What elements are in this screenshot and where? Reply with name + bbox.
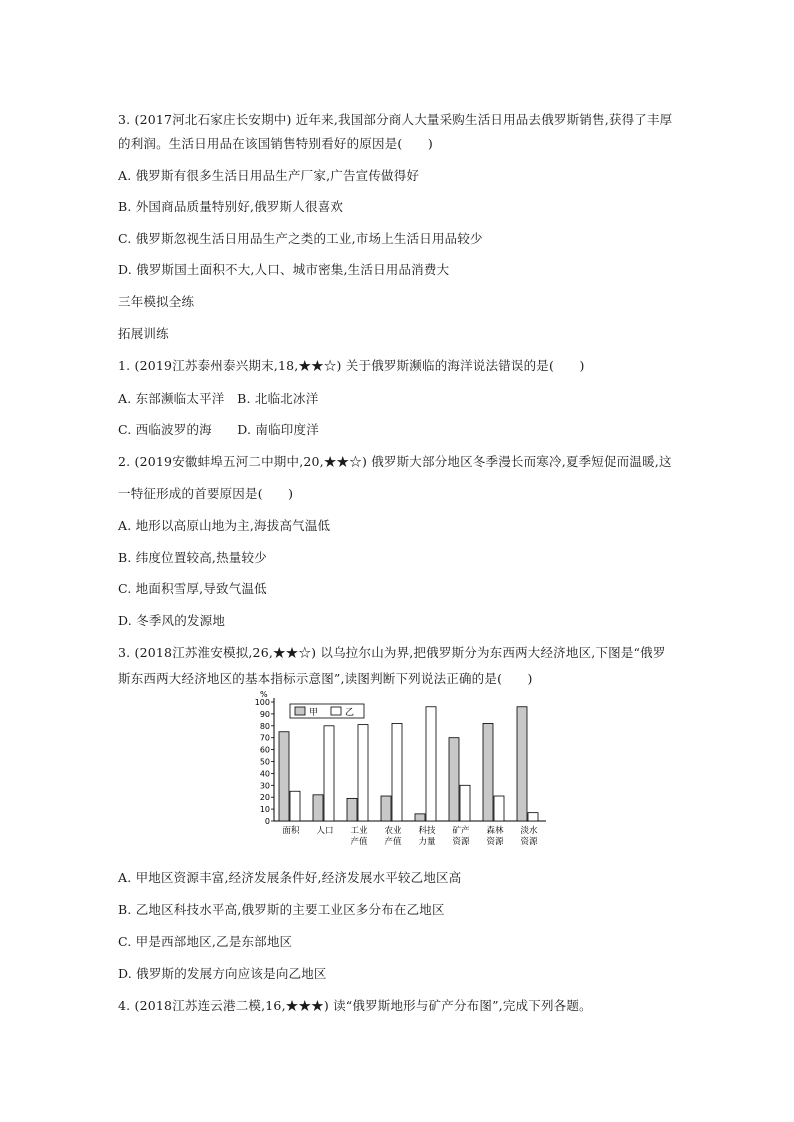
bar-乙-7 xyxy=(528,813,538,821)
category-label: 淡水 xyxy=(520,826,538,836)
text-line: 三年模拟全练 xyxy=(118,294,195,309)
text-line: A. 东部濒临太平洋 B. 北临北冰洋 xyxy=(118,391,319,406)
text-line: B. 乙地区科技水平高,俄罗斯的主要工业区多分布在乙地区 xyxy=(118,902,445,917)
y-tick-label: 90 xyxy=(259,709,270,719)
y-tick-label: 20 xyxy=(259,793,270,803)
text-line: C. 甲是西部地区,乙是东部地区 xyxy=(118,934,293,949)
text-line: B. 外国商品质量特别好,俄罗斯人很喜欢 xyxy=(118,199,344,214)
text-line: 拓展训练 xyxy=(118,326,169,341)
category-label: 农业 xyxy=(384,826,402,836)
category-label: 力量 xyxy=(418,837,436,847)
text-line: D. 俄罗斯的发展方向应该是向乙地区 xyxy=(118,966,327,981)
category-label: 森林 xyxy=(486,826,504,836)
category-label: 工业 xyxy=(350,826,368,836)
legend-swatch xyxy=(295,707,305,715)
text-line: 2. (2019安徽蚌埠五河二中期中,20,★★☆) 俄罗斯大部分地区冬季漫长而寒冷,夏季短促而温暖,这 xyxy=(118,454,672,469)
category-label: 产值 xyxy=(350,837,368,847)
text-line: D. 俄罗斯国土面积不大,人口、城市密集,生活日用品消费大 xyxy=(118,262,450,277)
y-tick-label: 30 xyxy=(259,781,270,791)
bar-甲-1 xyxy=(313,795,323,821)
category-label: 矿产 xyxy=(452,826,470,836)
bar-乙-0 xyxy=(290,791,300,821)
text-line: B. 纬度位置较高,热量较少 xyxy=(118,550,267,565)
y-tick-label: 70 xyxy=(259,733,270,743)
text-line: D. 冬季风的发源地 xyxy=(118,613,226,628)
bar-甲-3 xyxy=(381,796,391,821)
text-line: 的利润。生活日用品在该国销售特别看好的原因是( ) xyxy=(118,136,433,151)
text-line: C. 俄罗斯忽视生活日用品生产之类的工业,市场上生活日用品较少 xyxy=(118,231,483,246)
y-tick-label: 10 xyxy=(259,805,270,815)
text-line: 4. (2018江苏连云港二模,16,★★★) 读“俄罗斯地形与矿产分布图”,完成下列各题。 xyxy=(118,998,592,1013)
russia-economic-indicator-chart xyxy=(250,688,550,858)
text-line: A. 俄罗斯有很多生活日用品生产厂家,广告宣传做得好 xyxy=(118,168,420,183)
category-label: 资源 xyxy=(452,837,470,847)
text-line: C. 地面积雪厚,导致气温低 xyxy=(118,581,267,596)
category-label: 科技 xyxy=(418,826,436,836)
y-tick-label: 50 xyxy=(259,757,270,767)
category-label: 人口 xyxy=(316,826,334,836)
legend-label: 乙 xyxy=(345,708,355,718)
y-axis-label: % xyxy=(260,690,268,699)
category-label: 产值 xyxy=(384,837,402,847)
text-line: A. 甲地区资源丰富,经济发展条件好,经济发展水平较乙地区高 xyxy=(118,870,462,885)
bar-乙-4 xyxy=(426,707,436,821)
legend-swatch xyxy=(331,707,341,715)
bar-乙-1 xyxy=(324,726,334,821)
y-tick-label: 60 xyxy=(259,745,270,755)
text-line: 3. (2017河北石家庄长安期中) 近年来,我国部分商人大量采购生活日用品去俄罗斯销售,获得了丰厚 xyxy=(118,112,673,127)
text-line: 斯东西两大经济地区的基本指标示意图”,读图判断下列说法正确的是( ) xyxy=(118,671,533,686)
bar-chart xyxy=(250,688,550,858)
y-tick-label: 40 xyxy=(259,769,270,779)
y-tick-label: 0 xyxy=(264,817,270,826)
bar-乙-6 xyxy=(494,796,504,821)
bar-乙-2 xyxy=(358,725,368,821)
text-line: 3. (2018江苏淮安模拟,26,★★☆) 以乌拉尔山为界,把俄罗斯分为东西两大经济地区,下图是“俄罗 xyxy=(118,645,666,660)
category-label: 资源 xyxy=(486,837,504,847)
bar-甲-7 xyxy=(517,707,527,821)
text-line: 1. (2019江苏泰州泰兴期末,18,★★☆) 关于俄罗斯濒临的海洋说法错误的是( ) xyxy=(118,358,585,373)
bar-甲-2 xyxy=(347,798,357,821)
category-label: 面积 xyxy=(282,826,300,836)
text-line: C. 西临波罗的海 D. 南临印度洋 xyxy=(118,422,319,437)
text-line: 一特征形成的首要原因是( ) xyxy=(118,486,294,501)
bar-甲-6 xyxy=(483,723,493,821)
category-label: 资源 xyxy=(520,837,538,847)
y-tick-label: 100 xyxy=(254,698,270,707)
bar-乙-3 xyxy=(392,723,402,821)
bar-甲-0 xyxy=(279,732,289,821)
y-tick-label: 80 xyxy=(259,721,270,731)
bar-甲-5 xyxy=(449,738,459,821)
text-line: A. 地形以高原山地为主,海拔高气温低 xyxy=(118,518,331,533)
bar-甲-4 xyxy=(415,814,425,821)
legend-label: 甲 xyxy=(309,708,319,718)
bar-乙-5 xyxy=(460,785,470,821)
